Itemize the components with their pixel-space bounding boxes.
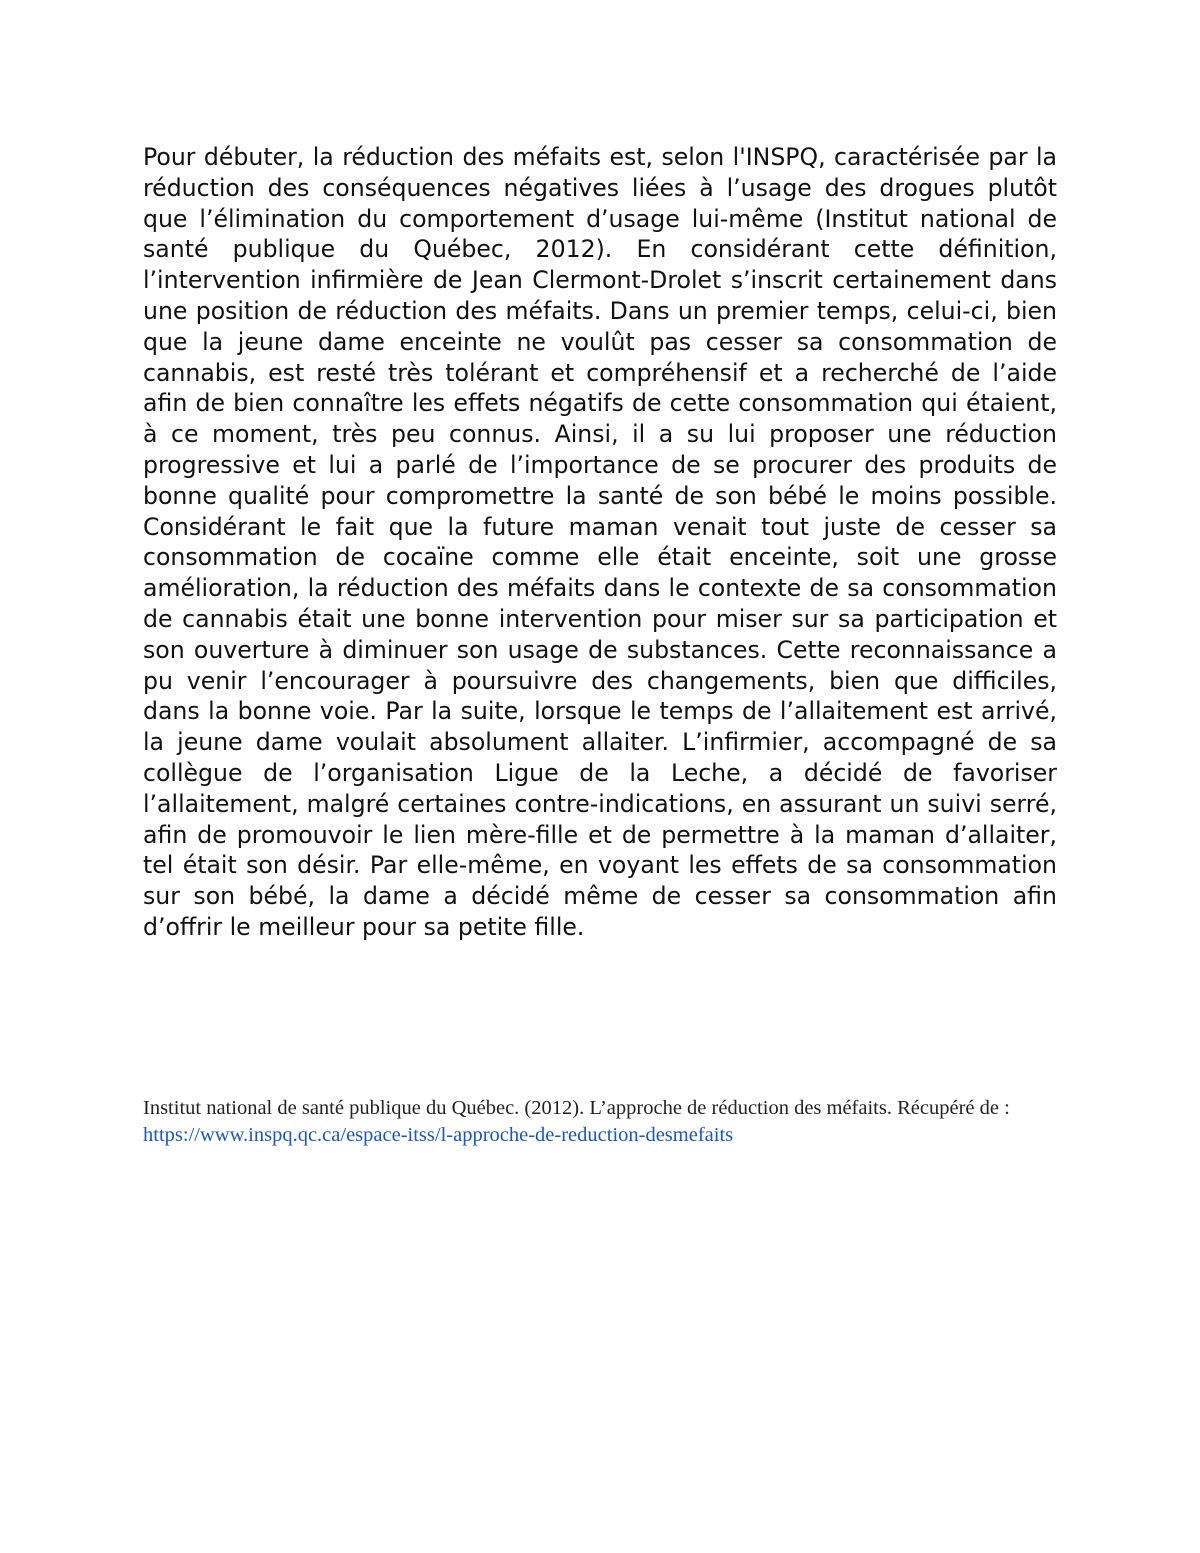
reference-text: Institut national de santé publique du Québec. (2012). L’approche de réduction des méfaits. Récupéré de : bbox=[143, 1097, 1010, 1119]
reference-link[interactable]: https://www.inspq.qc.ca/espace-itss/l-approche-de-reduction-desmefaits bbox=[143, 1124, 734, 1146]
body-paragraph: Pour débuter, la réduction des méfaits est, selon l'INSPQ, caractérisée par la réduction des conséquences négatives liées à l’usage des drogues plutôt que l’élimination du comportement d’usage lui-même (Institut national de santé publique du Québec, 2012). En considérant cette définition, l’intervention infirmière de Jean Clermont-Drolet s’inscrit certainement dans une position de réduction des méfaits. Dans un premier temps, celui-ci, bien que la jeune dame enceinte ne voulût pas cesser sa consommation de cannabis, est resté très tolérant et compréhensif et a recherché de l’aide afin de bien connaître les effets négatifs de cette consommation qui étaient, à ce moment, très peu connus. Ainsi, il a su lui proposer une réduction progressive et lui a parlé de l’importance de se procurer des produits de bonne qualité pour compromettre la santé de son bébé le moins possible. Considérant le fait que la future maman venait tout juste de cesser sa consommation de cocaïne comme elle était enceinte, soit une grosse amélioration, la réduction des méfaits dans le contexte de sa consommation de cannabis était une bonne intervention pour miser sur sa participation et son ouverture à diminuer son usage de substances. Cette reconnaissance a pu venir l’encourager à poursuivre des changements, bien que difficiles, dans la bonne voie. Par la suite, lorsque le temps de l’allaitement est arrivé, la jeune dame voulait absolument allaiter. L’infirmier, accompagné de sa collègue de l’organisation Ligue de la Leche, a décidé de favoriser l’allaitement, malgré certaines contre-indications, en assurant un suivi serré, afin de promouvoir le lien mère-fille et de permettre à la maman d’allaiter, tel était son désir. Par elle-même, en voyant les effets de sa consommation sur son bébé, la dame a décidé même de cesser sa consommation afin d’offrir le meilleur pour sa petite fille. bbox=[143, 143, 1057, 941]
reference-entry bbox=[143, 1095, 1103, 1149]
